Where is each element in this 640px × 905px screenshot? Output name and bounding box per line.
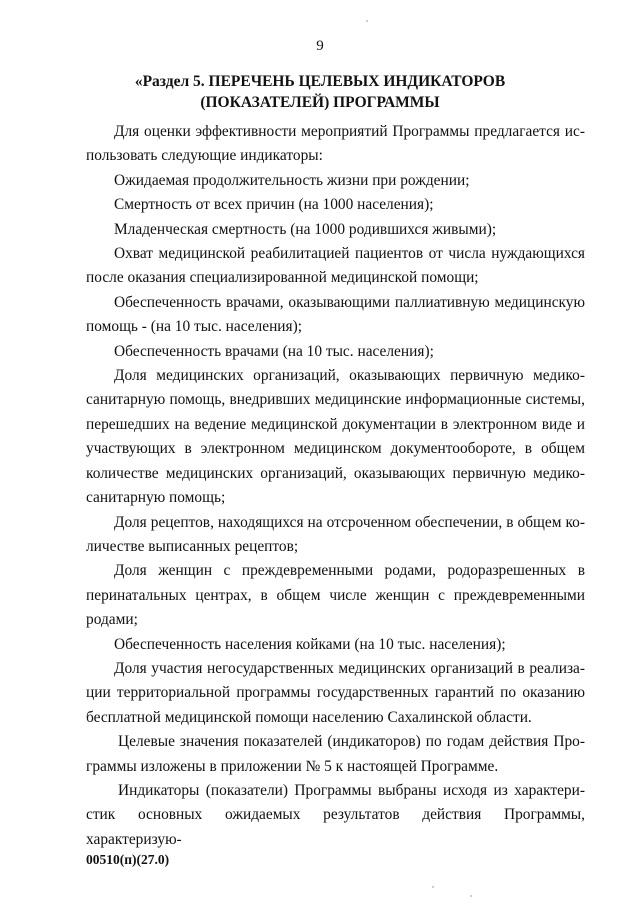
paragraph: Младенческая смертность (на 1000 родившихся живыми); (114, 220, 497, 238)
heading-line-1: «Раздел 5. ПЕРЕЧЕНЬ ЦЕЛЕВЫХ ИНДИКАТОРОВ (134, 73, 506, 90)
document-code: 00510(п)(27.0) (86, 852, 170, 867)
paragraph: Для оценки эффективности мероприятий Программы предлагается использовать следующие индикаторы: (86, 123, 585, 165)
paragraph: Охват медицинской реабилитацией пациентов от числа нуждающихся после оказания специализированной медицинской помощи; (86, 245, 585, 287)
heading-line-2: (ПОКАЗАТЕЛЕЙ) ПРОГРАММЫ (200, 94, 440, 111)
scan-speck (470, 895, 472, 897)
paragraph: Индикаторы (показатели) Программы выбраны исходя из характеристик основных ожидаемых результатов действия Программы, характеризую- (86, 781, 585, 848)
scan-speck (432, 886, 434, 888)
paragraph: Доля женщин с преждевременными родами, родоразрешенных в перинатальных центрах, в общем числе женщин с преждевременными родами; (86, 562, 585, 629)
paragraph: Доля медицинских организаций, оказывающих первичную медикосанитарную помощь, внедривших медицинские информационные системы, перешедших на ведение медицинской документации в электронном виде и участвующих в электронном медицинском документообороте, в общем количестве медицинских организаций, оказывающих первичную медикосанитарную помощь; (86, 367, 585, 507)
paragraph: Обеспеченность врачами (на 10 тыс. населения); (114, 342, 434, 360)
paragraph: Смертность от всех причин (на 1000 населения); (114, 196, 434, 214)
paragraph: Ожидаемая продолжительность жизни при рождении; (114, 171, 470, 189)
page-number: 9 (316, 38, 324, 54)
paragraph: Доля рецептов, находящихся на отсроченном обеспечении, в общем количестве выписанных рецептов; (86, 513, 585, 555)
scan-speck (366, 20, 368, 22)
paragraph: Обеспеченность врачами, оказывающими паллиативную медицинскую помощь - (на 10 тыс. населения); (86, 293, 585, 336)
document-body (86, 120, 585, 852)
paragraph: Обеспеченность населения койками (на 10 тыс. населения); (114, 635, 506, 653)
paragraph: Целевые значения показателей (индикаторов) по годам действия Программы изложены в приложении № 5 к настоящей Программе. (86, 733, 585, 775)
paragraph: Доля участия негосударственных медицинских организаций в реализации территориальной программы государственных гарантий по оказанию бесплатной медицинской помощи населению Сахалинской области. (86, 659, 585, 726)
section-heading (80, 71, 560, 113)
